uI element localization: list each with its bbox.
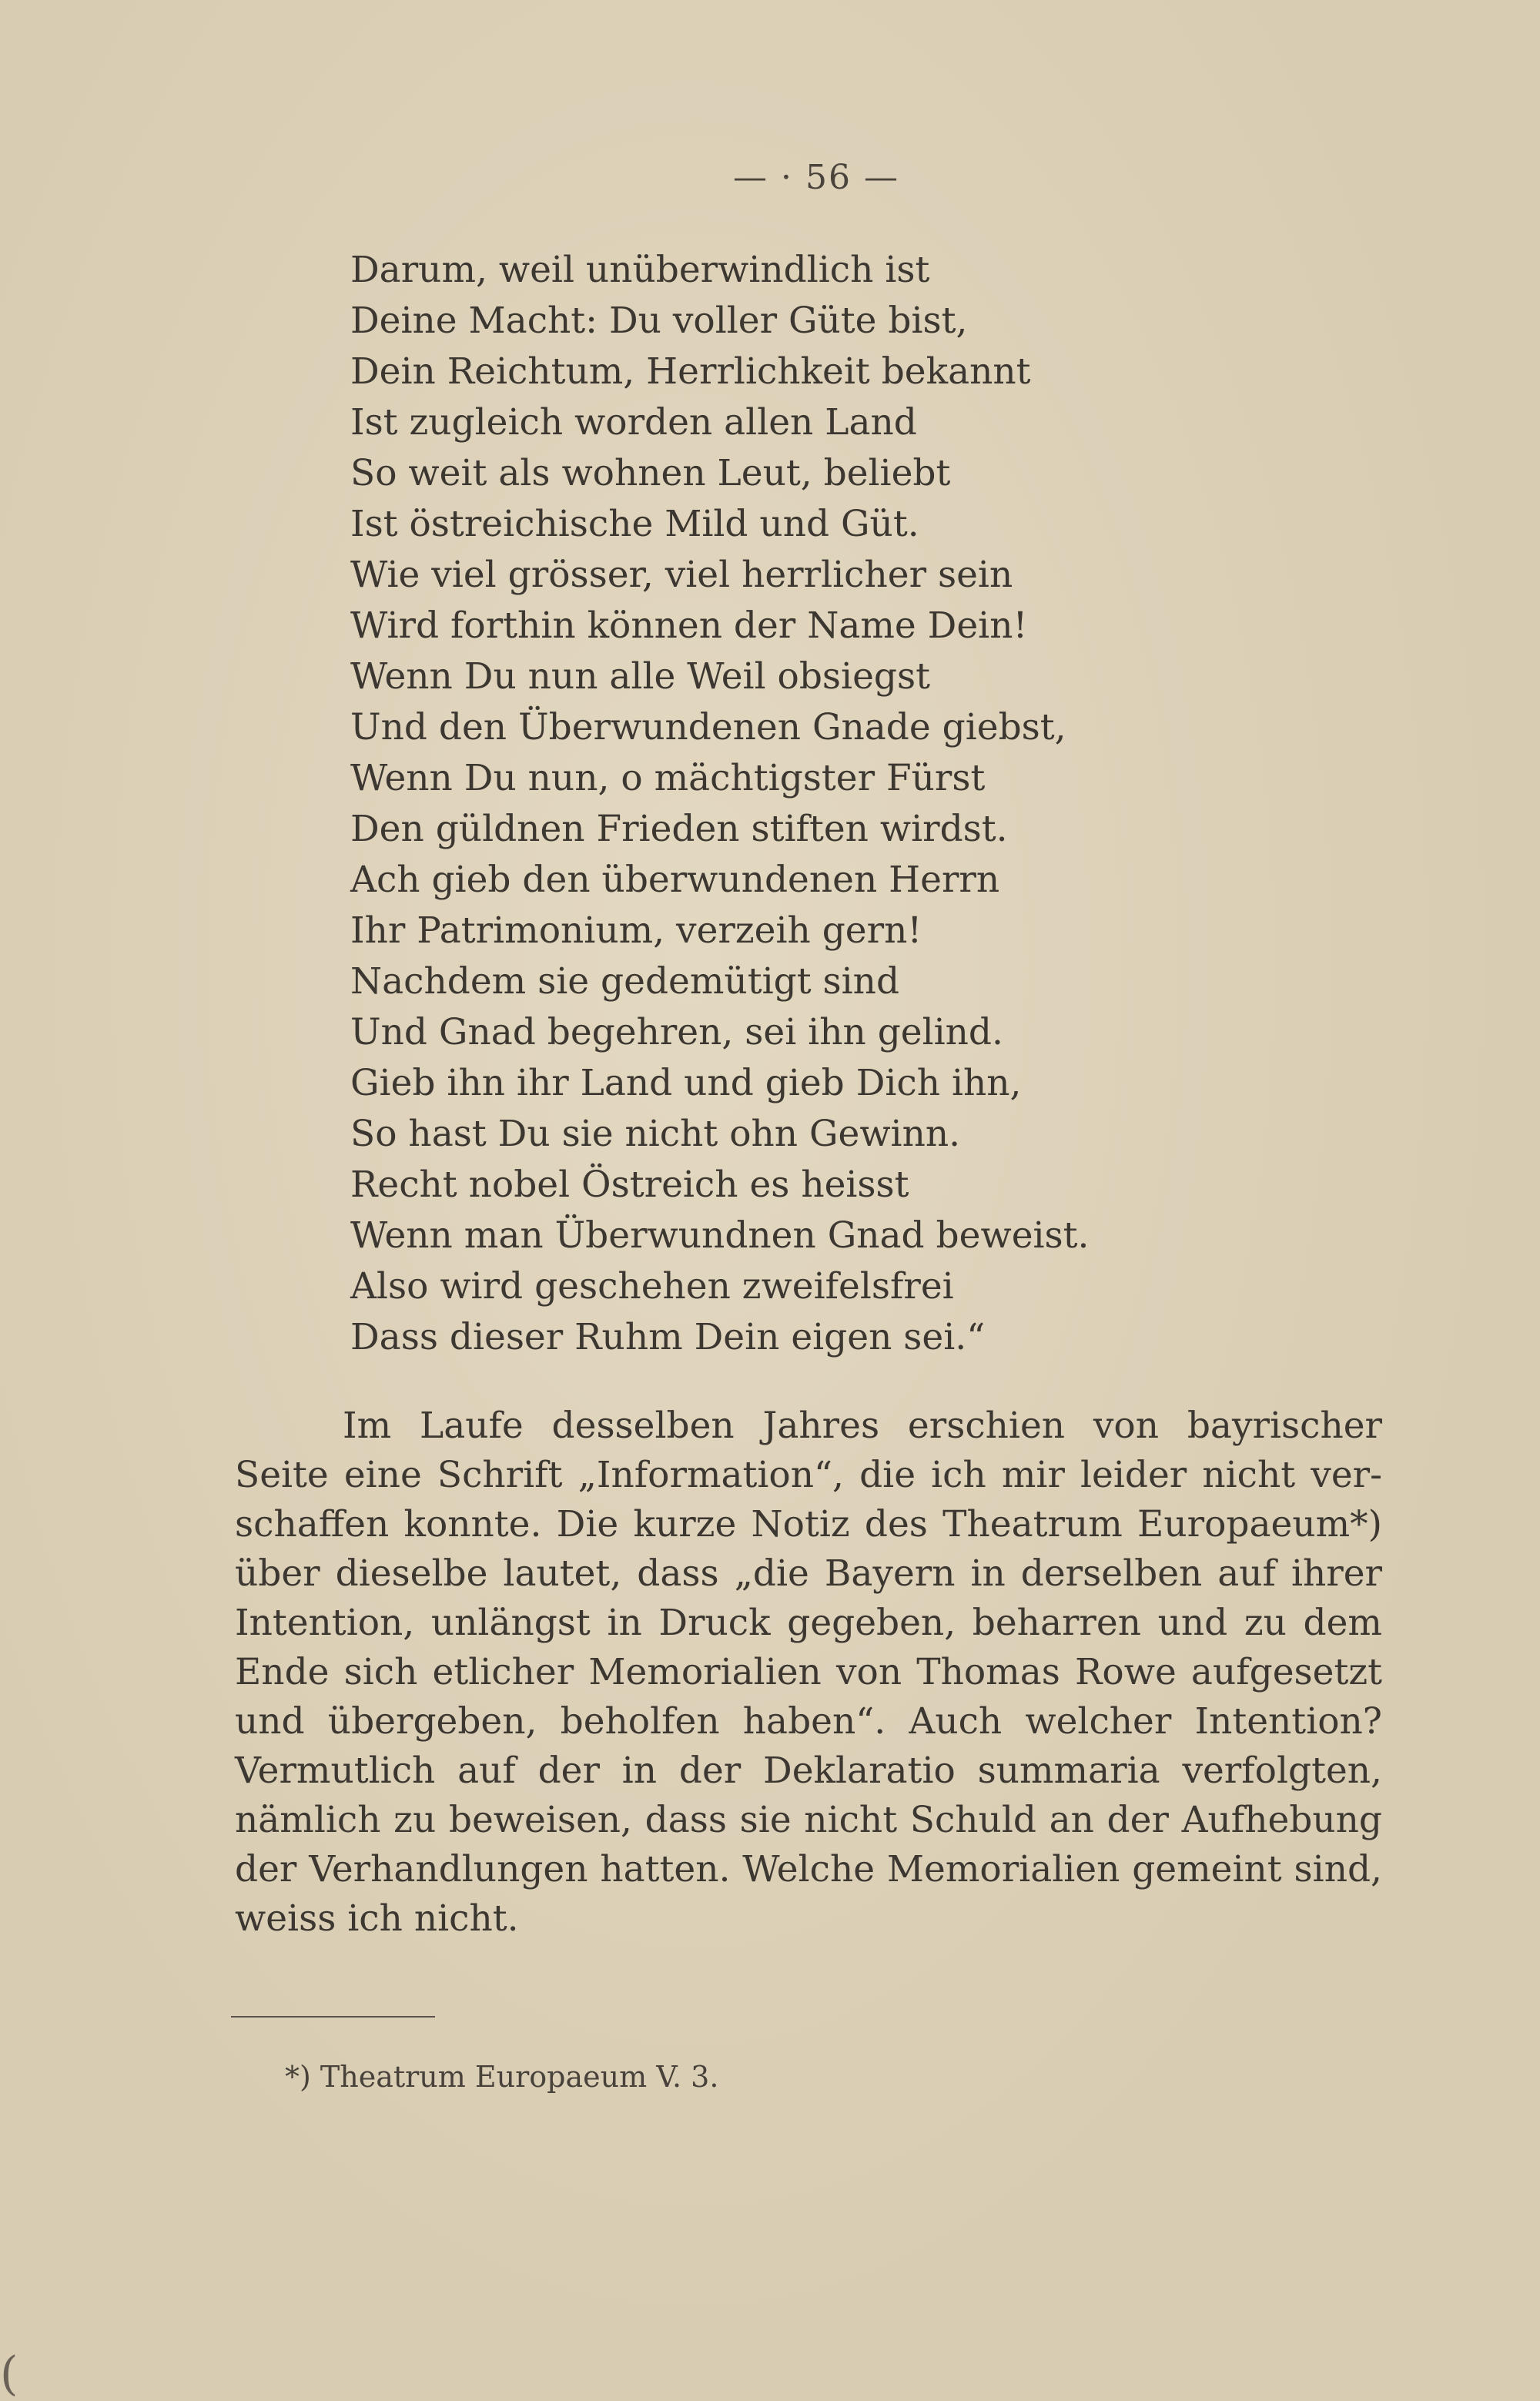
- poem-line: Ist östreichische Mild und Güt.: [350, 503, 919, 545]
- poem-line: Wenn Du nun, o mächtigster Fürst: [350, 757, 986, 799]
- poem-line: Deine Macht: Du voller Güte bist,: [350, 300, 968, 342]
- poem-line: Und den Überwundenen Gnade giebst,: [350, 706, 1066, 748]
- poem-block: [350, 245, 1197, 1363]
- prose-line: Vermutlich auf der in der Deklaratio summaria verfolgten,: [235, 1750, 1382, 1792]
- poem-line: So weit als wohnen Leut, beliebt: [350, 452, 951, 494]
- poem-line: Dass dieser Ruhm Dein eigen sei.“: [350, 1316, 986, 1358]
- poem-line: Recht nobel Östreich es heisst: [350, 1164, 909, 1206]
- prose-line: Intention, unlängst in Druck gegeben, beharren und zu dem: [235, 1602, 1382, 1644]
- prose-line: weiss ich nicht.: [235, 1897, 519, 1940]
- poem-line: Darum, weil unüberwindlich ist: [350, 249, 930, 291]
- poem-line: Ach gieb den überwundenen Herrn: [350, 859, 1000, 901]
- margin-mark: (: [0, 2347, 18, 2401]
- poem-line: So hast Du sie nicht ohn Gewinn.: [350, 1113, 961, 1155]
- poem-line: Ist zugleich worden allen Land: [350, 401, 917, 444]
- poem-line: Also wird geschehen zweifelsfrei: [350, 1265, 954, 1308]
- prose-line: schaffen konnte. Die kurze Notiz des Theatrum Europaeum*): [235, 1503, 1382, 1545]
- prose-line: der Verhandlungen hatten. Welche Memorialien gemeint sind,: [235, 1848, 1382, 1890]
- poem-line: Nachdem sie gedemütigt sind: [350, 960, 900, 1003]
- prose-line: über dieselbe lautet, dass „die Bayern in derselben auf ihrer: [235, 1552, 1382, 1595]
- poem-line: Wie viel grösser, viel herrlicher sein: [350, 554, 1013, 596]
- prose-paragraph: [235, 1401, 1382, 1944]
- prose-line: nämlich zu beweisen, dass sie nicht Schuld an der Aufhebung: [235, 1799, 1382, 1841]
- poem-line: Gieb ihn ihr Land und gieb Dich ihn,: [350, 1062, 1022, 1104]
- poem-line: Wenn Du nun alle Weil obsiegst: [350, 655, 930, 698]
- footnote-divider: [231, 2016, 435, 2018]
- poem-line: Ihr Patrimonium, verzeih gern!: [350, 909, 922, 952]
- prose-line: Ende sich etlicher Memorialien von Thomas Rowe aufgesetzt: [235, 1651, 1382, 1693]
- prose-line: Seite eine Schrift „Information“, die ich mir leider nicht ver-: [235, 1454, 1382, 1496]
- poem-line: Wird forthin können der Name Dein!: [350, 604, 1028, 647]
- prose-line: Im Laufe desselben Jahres erschien von bayrischer: [343, 1405, 1382, 1447]
- page-number: — · 56 —: [733, 158, 899, 197]
- poem-line: Den güldnen Frieden stiften wirdst.: [350, 808, 1008, 850]
- poem-line: Wenn man Überwundnen Gnad beweist.: [350, 1214, 1090, 1257]
- prose-line: und übergeben, beholfen haben“. Auch welcher Intention?: [235, 1700, 1382, 1743]
- poem-line: Und Gnad begehren, sei ihn gelind.: [350, 1011, 1003, 1053]
- footnote: *) Theatrum Europaeum V. 3.: [285, 2060, 719, 2094]
- poem-line: Dein Reichtum, Herrlichkeit bekannt: [350, 350, 1031, 393]
